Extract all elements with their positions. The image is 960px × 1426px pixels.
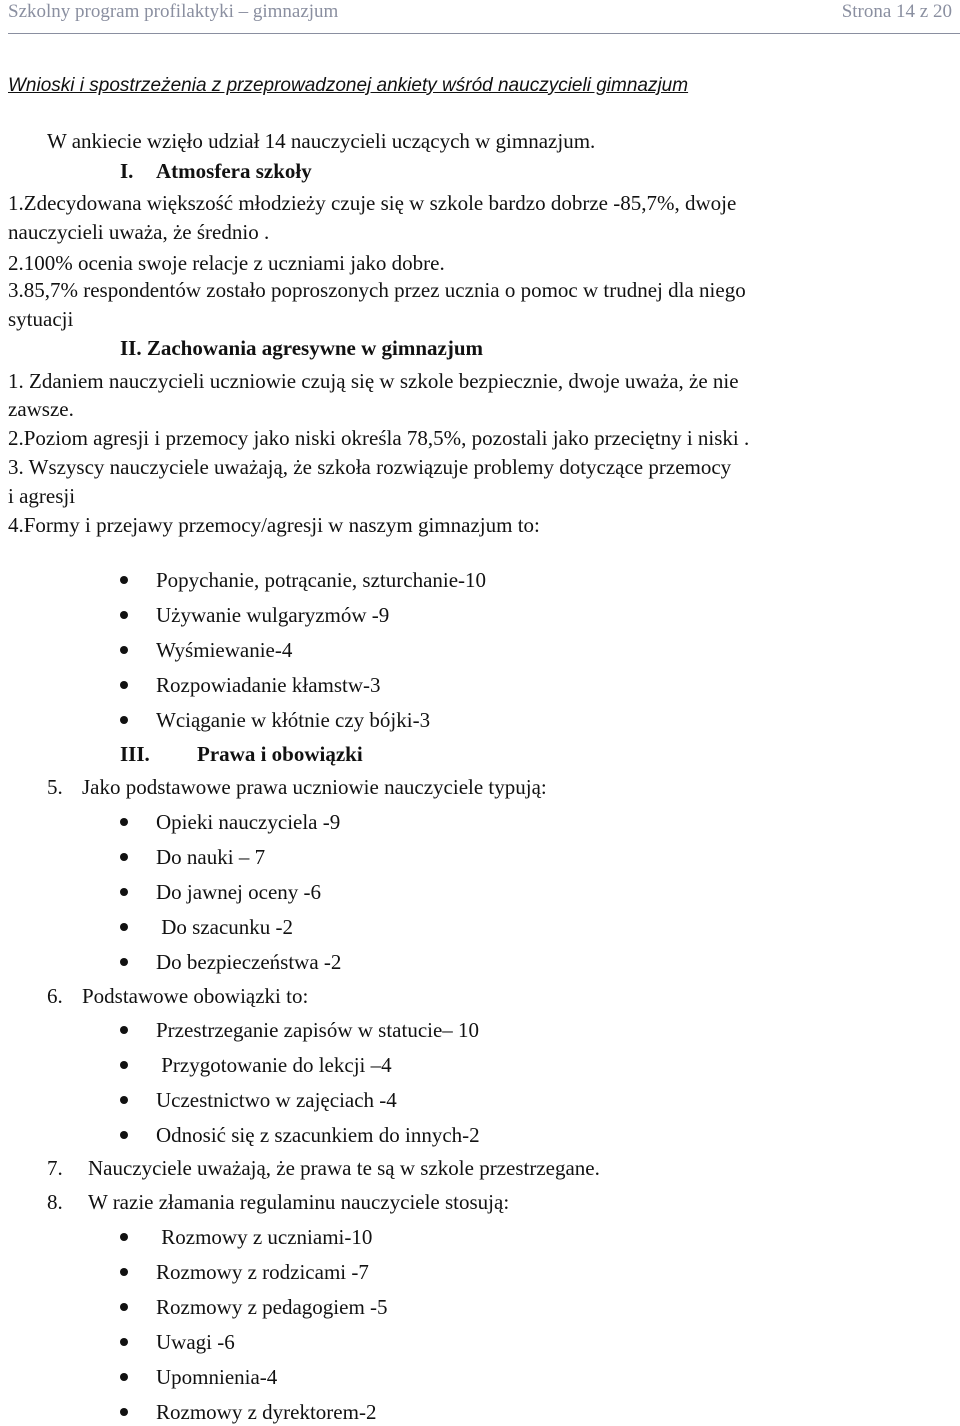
- list-item: Upomnienia-4: [156, 1365, 278, 1389]
- section1-title: Atmosfera szkoły: [156, 159, 312, 183]
- section2-p1-line1: 1. Zdaniem nauczycieli uczniowie czują się w szkole bezpiecznie, dwoje uważa, że nie: [8, 369, 739, 393]
- section2-p1-line2: zawsze.: [8, 397, 74, 421]
- section3-title: Prawa i obowiązki: [197, 742, 363, 766]
- item5-text: Jako podstawowe prawa uczniowie nauczyciele typują:: [82, 775, 547, 799]
- list-item: Uwagi -6: [156, 1330, 235, 1354]
- section2-p4: 4.Formy i przejawy przemocy/agresji w naszym gimnazjum to:: [8, 513, 540, 537]
- list-item: Uczestnictwo w zajęciach -4: [156, 1088, 397, 1112]
- bullet-marker: [120, 716, 128, 724]
- header-divider: [8, 33, 960, 34]
- list-item: Wyśmiewanie-4: [156, 638, 293, 662]
- item7-number: 7.: [47, 1156, 63, 1180]
- list-item: Odnosić się z szacunkiem do innych-2: [156, 1123, 480, 1147]
- list-item: Rozmowy z dyrektorem-2: [156, 1400, 377, 1424]
- bullet-marker: [120, 958, 128, 966]
- bullet-marker: [120, 681, 128, 689]
- list-item: Do szacunku -2: [156, 915, 294, 939]
- item8-text: W razie złamania regulaminu nauczyciele stosują:: [88, 1190, 510, 1214]
- bullet-marker: [120, 1303, 128, 1311]
- section3-numeral: III.: [120, 742, 150, 766]
- bullet-marker: [120, 888, 128, 896]
- section1-p3-line1: 3.85,7% respondentów zostało poproszonych przez ucznia o pomoc w trudnej dla niego: [8, 278, 746, 302]
- section1-numeral: I.: [120, 159, 134, 183]
- item6-text: Podstawowe obowiązki to:: [82, 984, 309, 1008]
- list-item: Przestrzeganie zapisów w statucie– 10: [156, 1018, 480, 1042]
- list-item: Rozmowy z pedagogiem -5: [156, 1295, 388, 1319]
- section1-p1-line2: nauczycieli uważa, że średnio .: [8, 220, 270, 244]
- list-item: Opieki nauczyciela -9: [156, 810, 341, 834]
- bullet-marker: [120, 1131, 128, 1139]
- document-heading: Wnioski i spostrzeżenia z przeprowadzonej ankiety wśród nauczycieli gimnazjum: [8, 75, 689, 96]
- list-item: Do nauki – 7: [156, 845, 266, 869]
- bullet-marker: [120, 1268, 128, 1276]
- bullet-marker: [120, 818, 128, 826]
- section2-p3-line1: 3. Wszyscy nauczyciele uważają, że szkoła rozwiązuje problemy dotyczące przemocy: [8, 455, 732, 479]
- bullet-marker: [120, 1408, 128, 1416]
- bullet-marker: [120, 576, 128, 584]
- bullet-marker: [120, 611, 128, 619]
- bullet-marker: [120, 1338, 128, 1346]
- intro-text: W ankiecie wzięło udział 14 nauczycieli uczących w gimnazjum.: [47, 129, 596, 153]
- list-item: Popychanie, potrącanie, szturchanie-10: [156, 568, 487, 592]
- list-item: Rozmowy z uczniami-10: [156, 1225, 373, 1249]
- list-item: Do bezpieczeństwa -2: [156, 950, 342, 974]
- page-header-title: Szkolny program profilaktyki – gimnazjum: [8, 1, 339, 22]
- bullet-marker: [120, 923, 128, 931]
- list-item: Rozmowy z rodzicami -7: [156, 1260, 369, 1284]
- section2-p3-line2: i agresji: [8, 484, 76, 508]
- item6-number: 6.: [47, 984, 63, 1008]
- bullet-marker: [120, 1026, 128, 1034]
- section1-p1-line1: 1.Zdecydowana większość młodzieży czuje się w szkole bardzo dobrze -85,7%, dwoje: [8, 191, 737, 215]
- page-number: Strona 14 z 20: [841, 1, 952, 22]
- bullet-marker: [120, 1233, 128, 1241]
- bullet-marker: [120, 646, 128, 654]
- list-item: Do jawnej oceny -6: [156, 880, 322, 904]
- item8-number: 8.: [47, 1190, 63, 1214]
- bullet-marker: [120, 1096, 128, 1104]
- list-item: Przygotowanie do lekcji –4: [156, 1053, 392, 1077]
- section1-p2: 2.100% ocenia swoje relacje z uczniami jako dobre.: [8, 251, 445, 275]
- item5-number: 5.: [47, 775, 63, 799]
- section2-title: II. Zachowania agresywne w gimnazjum: [120, 336, 484, 360]
- bullet-marker: [120, 853, 128, 861]
- item7-text: Nauczyciele uważają, że prawa te są w szkole przestrzegane.: [88, 1156, 600, 1180]
- bullet-marker: [120, 1061, 128, 1069]
- bullet-marker: [120, 1373, 128, 1381]
- list-item: Rozpowiadanie kłamstw-3: [156, 673, 381, 697]
- list-item: Wciąganie w kłótnie czy bójki-3: [156, 708, 431, 732]
- section2-p2: 2.Poziom agresji i przemocy jako niski określa 78,5%, pozostali jako przeciętny i niski .: [8, 426, 750, 450]
- list-item: Używanie wulgaryzmów -9: [156, 603, 390, 627]
- section1-p3-line2: sytuacji: [8, 307, 74, 331]
